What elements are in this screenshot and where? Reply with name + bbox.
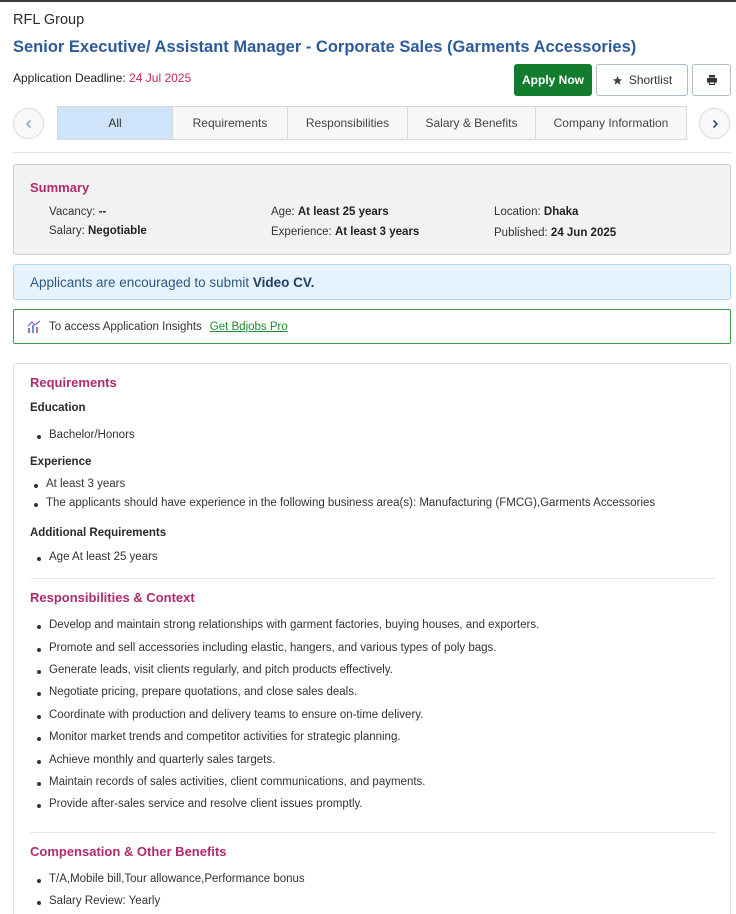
list-item: Provide after-sales service and resolve client issues promptly. [49, 798, 363, 810]
list-item: Negotiate pricing, prepare quotations, and close sales deals. [49, 686, 358, 698]
video-cv-notice: Applicants are encouraged to submit Video CV. [13, 264, 731, 300]
section-tabs [57, 106, 687, 140]
section-divider [30, 578, 715, 579]
summary-published: Published: 24 Jun 2025 [494, 227, 617, 239]
deadline-label: Application Deadline: [13, 71, 126, 85]
application-insights-banner [13, 309, 731, 344]
tab-responsibilities[interactable]: Responsibilities [288, 107, 408, 139]
print-button[interactable] [692, 64, 731, 96]
tab-requirements[interactable]: Requirements [173, 107, 288, 139]
chart-icon [27, 320, 41, 334]
printer-icon [706, 74, 718, 86]
list-item: Coordinate with production and delivery teams to ensure on-time delivery. [49, 709, 424, 721]
get-bdjobs-pro-link[interactable]: Get Bdjobs Pro [209, 320, 288, 333]
education-title: Education [30, 402, 86, 414]
tab-company-information[interactable]: Company Information [536, 107, 686, 139]
chevron-left-icon [24, 119, 34, 129]
tabs-scroll-left-button[interactable] [13, 108, 44, 139]
additional-requirements-title: Additional Requirements [30, 527, 167, 539]
divider [13, 152, 731, 153]
insights-text: To access Application Insights [49, 320, 202, 333]
list-item: T/A,Mobile bill,Tour allowance,Performance bonus [49, 873, 305, 885]
list-item: Promote and sell accessories including elastic, hangers, and various types of poly bags. [49, 642, 497, 654]
summary-panel [13, 164, 731, 255]
chevron-right-icon [710, 119, 720, 129]
tab-all[interactable]: All [58, 107, 173, 139]
company-name: RFL Group [13, 12, 85, 28]
list-item: Generate leads, visit clients regularly, and pitch products effectively. [49, 664, 393, 676]
list-item: The applicants should have experience in the following business area(s): Manufacturing (FMCG),Garments Accessories [46, 497, 656, 509]
responsibilities-title: Responsibilities & Context [30, 590, 195, 605]
requirements-title: Requirements [30, 375, 117, 390]
tab-salary-benefits[interactable]: Salary & Benefits [408, 107, 536, 139]
shortlist-label: Shortlist [628, 73, 673, 87]
summary-title: Summary [30, 180, 90, 195]
job-details-card [13, 363, 731, 914]
summary-location: Location: Dhaka [494, 206, 579, 218]
shortlist-button[interactable] [596, 64, 688, 96]
summary-vacancy: Vacancy: -- [49, 206, 107, 218]
list-item: Develop and maintain strong relationships with garment factories, buying houses, and exporters. [49, 619, 540, 631]
top-border [0, 0, 736, 2]
application-deadline [13, 71, 191, 85]
summary-salary: Salary: Negotiable [49, 225, 147, 237]
list-item: Bachelor/Honors [49, 429, 135, 441]
section-divider [30, 832, 715, 833]
list-item: Maintain records of sales activities, client communications, and payments. [49, 776, 426, 788]
apply-now-button[interactable]: Apply Now [514, 64, 592, 96]
list-item: Achieve monthly and quarterly sales targets. [49, 754, 276, 766]
summary-age: Age: At least 25 years [271, 206, 389, 218]
list-item: Age At least 25 years [49, 551, 158, 563]
compensation-title: Compensation & Other Benefits [30, 844, 227, 859]
tabs-scroll-right-button[interactable] [699, 108, 730, 139]
list-item: At least 3 years [46, 478, 126, 490]
star-icon [612, 75, 623, 86]
list-item: Salary Review: Yearly [49, 895, 161, 907]
list-item: Monitor market trends and competitor activities for strategic planning. [49, 731, 401, 743]
deadline-date: 24 Jul 2025 [129, 71, 192, 85]
summary-experience: Experience: At least 3 years [271, 226, 420, 238]
experience-title: Experience [30, 456, 92, 468]
job-title: Senior Executive/ Assistant Manager - Corporate Sales (Garments Accessories) [13, 38, 637, 56]
